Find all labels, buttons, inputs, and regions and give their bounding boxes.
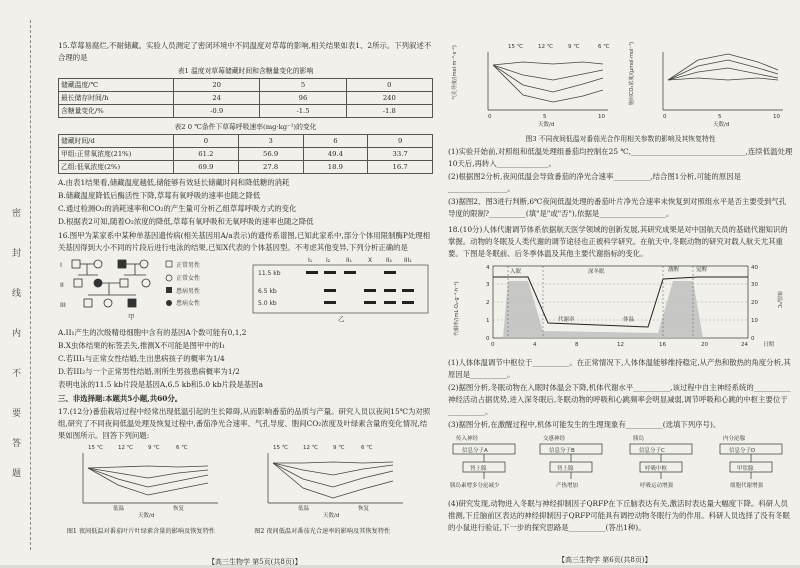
q17-part-2: (2)根据图2分析,夜间低温会导致番茄的净光合速率__________,结合图1分析,可能的原因是________________。 (448, 172, 741, 193)
binding-label: 内 (12, 329, 22, 339)
q18-part-3: (3)据图分析,在激醒过程中,机体可能发生的生理现象有__________(选填下列序号)。 (448, 420, 721, 429)
pedigree-chart (60, 260, 150, 309)
gel-lane-label: III₁ (404, 257, 412, 264)
flow-target-label: 呼吸中枢 (645, 466, 668, 472)
x-tick-label: 低温 (113, 506, 125, 512)
table-row (59, 135, 433, 148)
gel-band (324, 301, 336, 304)
legend-label: 9 ℃ (333, 445, 345, 451)
table-row (59, 79, 433, 92)
x-tick-label: 0 (488, 114, 492, 120)
option-a: A.II₁产生的次级精母细胞中含有的基因A个数可能有0,1,2 (58, 328, 247, 337)
option-b: B.储藏温度降低后酶活性下降,草莓有氧呼吸的速率也随之降低 (58, 191, 261, 200)
x-tick-label: 恢复 (358, 506, 370, 512)
y-tick-right: 40 (751, 265, 758, 271)
phase-label: 深冬眠 (588, 269, 605, 275)
table-cell: 49.4 (303, 148, 368, 161)
flow-signal-label: 信息分子B (549, 448, 575, 454)
x-tick-label: 5 (718, 114, 722, 120)
series-line (88, 468, 208, 478)
gel-lane-label: II₁ (346, 257, 352, 264)
gel-size-label: 6.5 kb (258, 288, 277, 295)
table-cell: 16.7 (368, 161, 433, 174)
pedigree-female-normal (140, 260, 148, 268)
pedigree-male-normal (84, 299, 92, 307)
flow-signal-label: 信息分子A (462, 448, 488, 454)
table-cell: -0.9 (174, 105, 260, 118)
x-axis-label: 日期 (763, 342, 775, 348)
series-label: 体温 (623, 317, 635, 323)
pedigree-legend (166, 261, 200, 307)
legend-label: 正常男性 (176, 262, 201, 269)
x-tick-label: 10 (598, 114, 605, 120)
legend-label: 12 ℃ (303, 445, 318, 451)
x-tick: 8 (575, 342, 579, 348)
pedigree-female-normal (142, 279, 150, 287)
x-tick: 24 (741, 342, 748, 348)
binding-margin (10, 20, 50, 550)
pedigree-male-affected (118, 260, 126, 268)
legend-label: 15 ℃ (508, 44, 523, 50)
question-18 (448, 224, 793, 534)
gel-band (402, 301, 414, 304)
table-cell: 69.9 (174, 161, 239, 174)
table-cell: 20 (174, 79, 260, 92)
series-line (493, 62, 603, 65)
gel-lane-label: I₂ (326, 257, 331, 264)
flow-bottom-label: 呼吸运动增强 (640, 483, 674, 489)
flow-top-label: 内分泌腺 (723, 436, 746, 442)
figure-label: 甲 (128, 313, 135, 321)
y-axis-label-left: 代谢率/(mL·O₂·g⁻¹·h⁻¹) (454, 281, 460, 336)
seal-line (30, 20, 31, 550)
y-axis-label: 气孔导度/(mol·m⁻²·s⁻¹) (452, 45, 458, 100)
y-tick-left: 4 (486, 265, 490, 271)
x-tick-label: 低温 (298, 506, 310, 512)
table-cell: 18.9 (303, 161, 368, 174)
x-tick: 16 (659, 342, 666, 348)
svg-text:III: III (60, 301, 66, 309)
section-heading: 三、非选择题:本题共5小题,共60分。 (58, 394, 183, 403)
gel-band (306, 271, 318, 274)
option-c: C.通过检测O₂的消耗速率和CO₂的产生量可分析乙组草莓呼吸方式的变化 (58, 204, 297, 213)
y-tick-left: 2 (486, 300, 490, 306)
table-cell: 储藏时间/d (59, 135, 174, 148)
pedigree-male-normal (120, 279, 128, 287)
question-17 (58, 406, 433, 536)
binding-label: 不 (12, 369, 22, 379)
flow-signal-label: 信息分子D (729, 448, 756, 454)
table-cell: -1.8 (346, 105, 432, 118)
table-cell: 240 (346, 92, 432, 105)
flow-target-label: 肾上腺 (470, 466, 487, 472)
legend-label: 正常女性 (176, 275, 201, 282)
phase-label: 激醒 (668, 267, 680, 273)
legend-label: 9 ℃ (568, 44, 580, 50)
page-footer: 【高三生物学 第6页(共8页)】 (558, 556, 652, 564)
binding-label: 答 (12, 439, 22, 449)
option-note: 表明电泳的11.5 kb片段是基因A,6.5 kb和5.0 kb片段是基因a (58, 380, 263, 389)
x-axis-label: 天数/d (713, 122, 730, 128)
page-footer: 【高三生物学 第5页(共8页)】 (208, 558, 302, 566)
legend-label: 6 ℃ (361, 445, 373, 451)
x-axis-label: 天数/d (538, 122, 555, 128)
gel-band (364, 289, 376, 292)
series-line (88, 466, 208, 468)
right-page (448, 40, 793, 564)
figure-label: 乙 (338, 315, 345, 323)
series-line (273, 463, 393, 475)
q17-figures (58, 443, 433, 523)
table-row (59, 92, 433, 105)
pedigree-male-normal (72, 260, 80, 268)
svg-text:II: II (60, 281, 64, 289)
flow-top-label: 交感神经 (543, 436, 566, 442)
table-2 (58, 134, 433, 174)
flow-bottom-label: 产热增加 (556, 483, 579, 489)
flow-top-label: 传入神经 (456, 436, 479, 442)
series-label: 代谢率 (558, 317, 575, 323)
table-row (59, 161, 433, 174)
electrophoresis-gel (253, 257, 428, 323)
q18-part-2: (2)据图分析,冬眠动物在入眠时体温会下降,机体代谢水平__________,该过程中自主神经系统的__________神经活动占据优势,进入深冬眠后,冬眠动物的呼吸和心跳频率会明显减弱,调节呼吸和心跳的中枢主要位于__________。 (448, 383, 791, 416)
table-cell: 3 (238, 135, 303, 148)
q18-part-4: (4)研究发现,动物进入冬眠与神经抑制因子QRFP在下丘脑表达有关,激活时表达量大幅度下降。科研人员推测,下丘脑前区表达的神经抑制因子QRFP可能具有调控动物冬眠行为的作用。科研人员选择了没有冬眠的小鼠进行验证,下一步的探究思路是__________(答出1种)。 (448, 499, 790, 532)
q18-part-1: (1)人体体温调节中枢位于__________。在正常情况下,人体体温能够维持稳定,从产热和散热的角度分析,其原因是__________。 (448, 358, 791, 379)
question-stem: 16.图甲为某家系中某种单基因遗传病(相关基因用A/a表示)的遗传系谱图,已知此家系中,部分个体用限制酶P处理相关基因得到大小不同的片段后进行电泳的结果,已知X代表的个体基因型。不考虑其他变异,下列分析正确的是 (58, 231, 431, 252)
figure-caption: 图3 不同夜间低温对番茄光合作用相关参数的影响及其恢复特性 (525, 135, 716, 143)
gel-lane-label: II₂ (386, 257, 392, 264)
gel-band (384, 301, 396, 304)
table-cell: 储藏温度/℃ (59, 79, 174, 92)
gel-lane-label: I₁ (308, 257, 313, 264)
x-axis-label: 天数/d (138, 513, 155, 519)
table-cell: 0 (174, 135, 239, 148)
figure-3 (448, 40, 793, 135)
y-tick-right: 10 (751, 318, 758, 324)
table-cell: 33.7 (368, 148, 433, 161)
flow-bottom-label: 胰岛素增多分泌减少 (450, 483, 500, 489)
legend-label: 12 ℃ (118, 445, 133, 451)
gel-band (364, 301, 376, 304)
y-axis-label: 胞间CO₂浓度/(μmol·mol⁻¹) (629, 41, 635, 105)
pedigree-female-normal (94, 260, 102, 268)
y-tick-right: 30 (751, 282, 758, 288)
option-a: A.由表1结果看,储藏温度越低,储能够有效延长储藏时间和降低糖的消耗 (58, 178, 290, 187)
regulation-flow-diagram (448, 432, 793, 494)
y-tick-right: 20 (751, 300, 758, 306)
table-cell: 甲组:正常氧浓度(21%) (59, 148, 174, 161)
gel-band (344, 271, 356, 274)
table-1 (58, 78, 433, 118)
figure-1 (83, 444, 218, 519)
y-tick-left: 1 (486, 318, 490, 324)
table-cell: -1.5 (260, 105, 346, 118)
table-cell: 9 (368, 135, 433, 148)
table-row (59, 105, 433, 118)
y-tick-left: 0 (486, 336, 490, 342)
table-cell: 最长储存时间/h (59, 92, 174, 105)
series-line (273, 462, 393, 463)
option-b: B.X虫体结果的标签丢失,推测X不可能是图甲中的I₁ (58, 341, 225, 350)
q17-part-1: (1)实验开始前,对照组和低温处理组番茄均控制在25 ℃,_______________________________,连续低温处理10天后,再转入______________。 (448, 147, 793, 168)
x-tick: 12 (617, 342, 624, 348)
gel-band (324, 289, 336, 292)
binding-label: 线 (12, 289, 22, 299)
series-line (668, 54, 778, 80)
flow-signal-label: 信息分子C (639, 448, 665, 454)
phase-label: 觉醒 (696, 267, 708, 273)
table-cell: 6 (303, 135, 368, 148)
option-d: D.根据表2可知,随着O₂浓度的降低,草莓有氧呼吸和无氧呼吸的速率也随之降低 (58, 217, 314, 226)
gel-band (324, 271, 336, 274)
q17-part-3: (3)据图2、图3进行判断,6℃夜间低温处理的番茄叶片净光合速率未恢复到对照组水平是否主要受到气孔导度的限制?__________(填"是"或"否"),依据是__________________。 (448, 197, 787, 218)
pedigree-and-gel-figure (58, 255, 433, 323)
table-cell: 5 (260, 79, 346, 92)
table-row (59, 148, 433, 161)
option-d: D.若III₂与一个正常男性结婚,则所生男孩患病概率为1/2 (58, 367, 240, 376)
option-c: C.若III₁与正常女性结婚,生出患病孩子的概率为1/4 (58, 354, 225, 363)
table-cell: 0 (346, 79, 432, 92)
flow-target-label: 肾上腺 (557, 466, 574, 472)
table-cell: 27.8 (238, 161, 303, 174)
x-tick-label: 0 (663, 114, 667, 120)
y-tick-right: 0 (751, 336, 755, 342)
pedigree-male-affected (128, 299, 136, 307)
binding-label: 密 (12, 209, 22, 219)
question-stem: 15.草莓易腐烂,不耐储藏。实验人员测定了密闭环境中不同温度对草莓的影响,相关结果如表1、2所示。下列叙述不合理的是 (58, 41, 432, 62)
table-cell: 含糖量变化/% (59, 105, 174, 118)
legend-label: 15 ℃ (88, 445, 103, 451)
phase-label: 入眠 (510, 269, 522, 275)
series-line (493, 65, 603, 92)
x-tick-label: 恢复 (173, 506, 185, 512)
question-15 (58, 40, 433, 228)
y-tick-left: 3 (486, 282, 490, 288)
legend-label: 6 ℃ (598, 44, 610, 50)
legend-label: 12 ℃ (538, 44, 553, 50)
binding-label: 封 (12, 249, 22, 259)
svg-text:I: I (60, 261, 62, 269)
figure-caption: 图2 夜间低温对番茄光合速率的影响及其恢复特性 (254, 528, 391, 535)
legend-label: 15 ℃ (273, 445, 288, 451)
series-line (273, 463, 393, 498)
y-axis-label-right: 体温/℃ (776, 291, 782, 309)
table-cell: 56.9 (238, 148, 303, 161)
flow-bottom-label: 细胞代谢增强 (730, 483, 764, 489)
question-16 (58, 230, 433, 391)
x-tick: 0 (491, 342, 495, 348)
hibernation-chart (448, 261, 793, 353)
table-cell: 96 (260, 92, 346, 105)
figure-caption: 图1 夜间低温对番茄叶片叶绿素含量的影响及恢复特性 (66, 528, 215, 535)
legend-label: 9 ℃ (148, 445, 160, 451)
question-stem: 17.(12分)番茄栽培过程中经常出现低温引起的生长障碍,从而影响番茄的品质与产量。研究人员以夜间15℃为对照组,研究了不同夜间低温处理及恢复过程中,番茄净光合速率、气孔导度、胞间CO₂浓度及叶绿素含量的变化情况,结果如图所示。回答下列问题: (58, 407, 431, 440)
x-tick-label: 5 (543, 114, 547, 120)
pedigree-female-normal (104, 299, 112, 307)
x-axis-label: 天数/d (323, 513, 340, 519)
gel-size-label: 5.0 kb (258, 300, 277, 307)
binding-label: 要 (12, 409, 22, 419)
question-stem: 18.(10分)人体代谢调节体系依据航天医学领域的创新发展,其研究成果是对中国航天员的基础代谢知识的掌握。动物的冬眠及人类代谢的调节途径也正被科学研究。在航天中,冬眠动物的研究对载人航天尤其重要。下图是冬眠前、后冬季体温及其他主要代谢指标的变化。 (448, 225, 788, 258)
table-caption: 表1 温度对草莓储藏时间和含糖量变化的影响 (177, 67, 314, 75)
gel-band (384, 289, 396, 292)
series-line (668, 78, 778, 80)
binding-label: 题 (12, 469, 22, 479)
gel-band (402, 289, 414, 292)
flow-target-label: 甲状腺 (737, 466, 754, 472)
legend-label: 患病女性 (176, 300, 201, 307)
x-tick-label: 10 (773, 114, 780, 120)
table-cell: 乙组:低氧浓度(2%) (59, 161, 174, 174)
pedigree-male-normal (74, 279, 82, 287)
x-tick: 4 (533, 342, 537, 348)
table-cell: 61.2 (174, 148, 239, 161)
table-caption: 表2 0 ℃条件下草莓呼吸速率(mg·kg⁻¹)的变化 (174, 123, 317, 131)
flow-top-label: 胰岛 (633, 436, 645, 442)
left-page (58, 40, 433, 566)
table-cell: 24 (174, 92, 260, 105)
series-line (493, 65, 603, 80)
figure-2 (268, 444, 403, 519)
gel-lane-label: X (368, 257, 373, 264)
gel-band (384, 271, 396, 274)
x-tick: 20 (701, 342, 708, 348)
legend-label: 患病男性 (176, 288, 201, 295)
gel-size-label: 11.5 kb (258, 270, 281, 277)
legend-label: 6 ℃ (176, 445, 188, 451)
